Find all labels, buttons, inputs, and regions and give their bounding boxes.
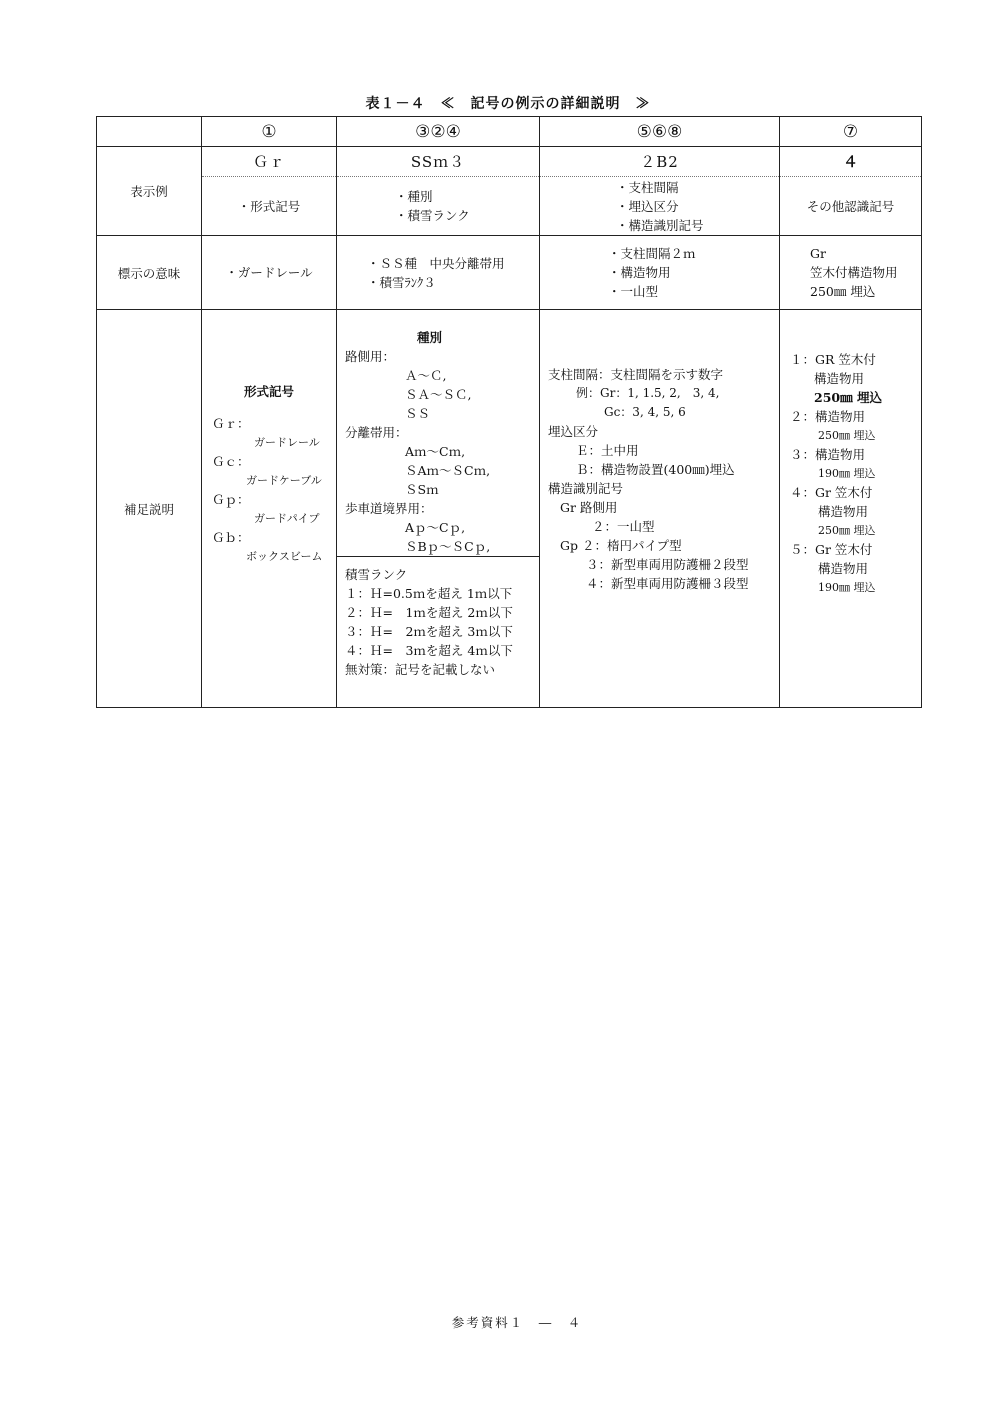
display-item: ・支柱間隔 — [616, 179, 679, 195]
meaning-item: 250㎜ 埋込 — [810, 284, 876, 299]
supplement-c4 — [780, 310, 922, 708]
display-items-c4 — [780, 177, 922, 236]
type-code: Ｇｒ： — [212, 415, 250, 431]
display-item: ・積雪ランク — [395, 208, 470, 223]
supp-c3-line: ４：新型車両用防護柵３段型 — [586, 575, 749, 591]
snow-rank-line: ４：Ｈ= 3ｍを超え 4ｍ以下 — [345, 643, 513, 658]
supplement-c3 — [540, 310, 780, 708]
display-item: その他認識記号 — [806, 198, 895, 214]
supp-c4-line: １：GR 笠木付 — [790, 352, 876, 367]
meaning-item: ・ガードレール — [225, 265, 313, 280]
table-title: 表１－４ ≪ 記号の例示の詳細説明 ≫ — [365, 96, 651, 112]
meaning-item: 笠木付構造物用 — [810, 265, 898, 280]
meaning-row — [97, 236, 922, 310]
snow-rank-line: ２：Ｈ= 1ｍを超え 2ｍ以下 — [345, 605, 513, 620]
header-cell-2: ③②④ — [337, 117, 540, 147]
supp-c4-line: ３：構造物用 — [790, 447, 866, 462]
display-item: ・埋込区分 — [616, 198, 679, 214]
supp-c3-line: Gr 路側用 — [560, 499, 618, 515]
type-name: ボックスビーム — [246, 549, 323, 563]
meaning-c3 — [540, 236, 780, 310]
supp-c4-line: 構造物用 — [818, 561, 869, 576]
supp-c3-line: 支柱間隔：支柱間隔を示す数字 — [548, 366, 724, 382]
meaning-c4 — [780, 236, 922, 310]
shubetsu-line: ＳAｍ～ＳCｍ, — [405, 463, 491, 478]
symbol-table — [96, 116, 922, 708]
display-item: ・形式記号 — [237, 198, 301, 214]
display-items-row — [97, 177, 922, 236]
meaning-c1 — [202, 236, 337, 310]
meaning-item: ・支柱間隔２ｍ — [608, 246, 696, 261]
supplement-c1 — [202, 310, 337, 708]
supp-c4-line: ５：Gr 笠木付 — [790, 542, 873, 557]
shubetsu-line: ＳBｐ～ＳCｐ, — [405, 539, 491, 554]
shubetsu-line: ＳSｍ — [405, 482, 439, 497]
type-code: Ｇｃ： — [212, 453, 250, 469]
supp-c3-line: 埋込区分 — [548, 423, 599, 439]
snow-rank-line: 積雪ランク — [345, 567, 408, 582]
symbol-4: ４ — [780, 147, 922, 177]
shubetsu-line: 分離帯用： — [345, 425, 408, 440]
header-row — [97, 117, 922, 147]
meaning-item: ・一山型 — [608, 284, 659, 299]
meaning-c2 — [337, 236, 540, 310]
page-footer: 参考資料１ ― ４ — [451, 1315, 583, 1330]
display-item: ・構造識別記号 — [616, 217, 704, 233]
supp-c3-line: Ｂ：構造物設置(400㎜)埋込 — [576, 461, 735, 477]
supp-c3-line: Gp ２：楕円パイプ型 — [560, 537, 682, 553]
shubetsu-heading: 種別 — [417, 330, 443, 345]
meaning-item: ・積雪ﾗﾝｸ３ — [367, 274, 436, 290]
supp-c4-line: 250㎜ 埋込 — [814, 390, 882, 405]
header-cell-4: ⑦ — [780, 117, 922, 147]
supplement-c1-heading: 形式記号 — [243, 383, 294, 399]
type-code: Ｇｐ： — [212, 491, 250, 507]
symbol-2b2: ２B2 — [540, 147, 780, 177]
supp-c4-line: 構造物用 — [814, 371, 865, 386]
supp-c3-line: 例：Gr：1, 1.5, 2, 3, 4, — [576, 385, 720, 400]
snow-rank-line: １：Ｈ=0.5ｍを超え 1ｍ以下 — [345, 586, 513, 601]
display-items-c3 — [540, 177, 780, 236]
symbol-gr: Ｇｒ — [202, 147, 337, 177]
supp-c3-line: ３：新型車両用防護柵２段型 — [586, 556, 749, 572]
type-name: ガードケーブル — [246, 473, 322, 487]
display-item: ・種別 — [395, 189, 433, 204]
meaning-item: ・ＳＳ種 中央分離帯用 — [367, 255, 505, 271]
meaning-item: Gr — [810, 246, 826, 261]
shubetsu-line: 歩車道境界用： — [345, 501, 433, 516]
meaning-item: ・構造物用 — [608, 265, 671, 280]
supp-c3-line: 構造識別記号 — [548, 480, 624, 496]
display-items-c2 — [337, 177, 540, 236]
supplement-c2-bottom — [337, 557, 540, 708]
shubetsu-line: Ａ～Ｃ, — [405, 368, 447, 383]
supp-c3-line: Ｅ：土中用 — [576, 442, 639, 458]
shubetsu-line: ＳＡ～ＳＣ, — [405, 387, 472, 402]
shubetsu-line: Aｐ～Cｐ, — [405, 520, 466, 535]
supp-c4-line: ２：構造物用 — [790, 409, 866, 424]
supplement-c2-top — [337, 310, 540, 557]
snow-rank-line: ３：Ｈ= 2ｍを超え 3ｍ以下 — [345, 624, 513, 639]
header-cell-1: ① — [202, 117, 337, 147]
supp-c4-line: 構造物用 — [818, 504, 869, 519]
type-name: ガードレール — [254, 435, 320, 449]
display-items-c1 — [202, 177, 337, 236]
supp-c4-line: 190㎜ 埋込 — [818, 581, 876, 594]
row-label-display: 表示例 — [97, 147, 202, 236]
supp-c4-line: 190㎜ 埋込 — [818, 467, 876, 480]
shubetsu-line: 路側用： — [345, 349, 396, 364]
supp-c4-line: 250㎜ 埋込 — [818, 524, 876, 537]
type-name: ガードパイプ — [254, 511, 320, 525]
type-code: Ｇｂ： — [212, 529, 250, 545]
row-label-meaning: 標示の意味 — [97, 236, 202, 310]
shubetsu-line: Aｍ～Cｍ, — [405, 444, 466, 459]
supp-c4-line: ４：Gr 笠木付 — [790, 485, 873, 500]
shubetsu-line: ＳＳ — [405, 406, 431, 421]
supp-c4-line: 250㎜ 埋込 — [818, 429, 876, 442]
supp-c3-line: Gc：3, 4, 5, 6 — [604, 404, 686, 419]
display-symbol-row — [97, 147, 922, 177]
header-cell-blank — [97, 117, 202, 147]
supp-c3-line: ２：一山型 — [592, 518, 655, 534]
row-label-supplement: 補足説明 — [97, 310, 202, 708]
snow-rank-line: 無対策：記号を記載しない — [345, 662, 496, 677]
symbol-ssm3: SSｍ３ — [337, 147, 540, 177]
supplement-row-top — [97, 310, 922, 557]
header-cell-3: ⑤⑥⑧ — [540, 117, 780, 147]
